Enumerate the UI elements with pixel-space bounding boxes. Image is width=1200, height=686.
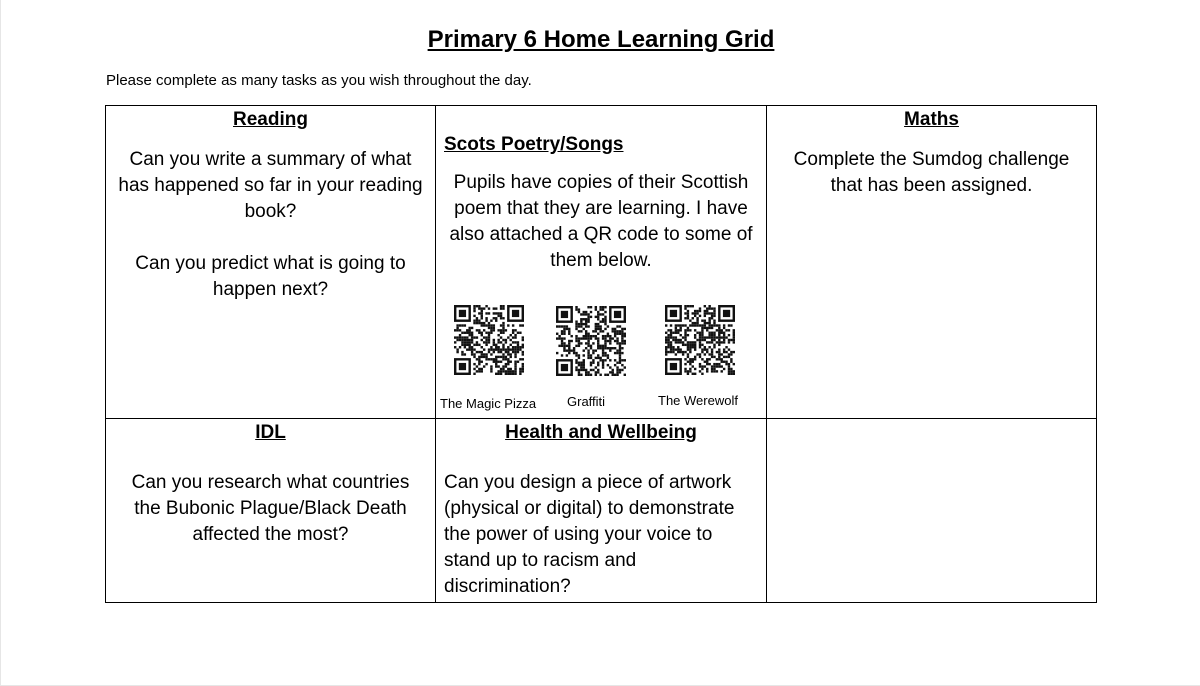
cell-empty: [767, 419, 1097, 603]
cell-reading: [106, 106, 436, 419]
reading-text: Can you write a summary of what has happened so far in your reading book? Can you predict what is going to happen next?: [118, 149, 423, 300]
reading-heading: Reading: [233, 109, 308, 130]
qr-label-werewolf: The Werewolf: [658, 393, 738, 408]
learning-grid: [105, 105, 1097, 603]
page-title: Primary 6 Home Learning Grid: [427, 26, 775, 53]
cell-scots-poetry: [436, 106, 767, 419]
cell-idl: [106, 419, 436, 603]
qr-code-icon[interactable]: [665, 304, 735, 376]
health-text: Can you design a piece of artwork (physical or digital) to demonstrate the power of using your voice to stand up to racism and discrimination?: [444, 472, 735, 597]
scots-heading: Scots Poetry/Songs: [444, 134, 624, 155]
cell-health-wellbeing: [436, 419, 767, 603]
maths-heading: Maths: [904, 109, 959, 130]
qr-code-icon[interactable]: [454, 304, 524, 376]
qr-code-icon[interactable]: [556, 305, 626, 377]
qr-label-magic-pizza: The Magic Pizza: [440, 396, 537, 411]
qr-code-row: [436, 302, 766, 412]
cell-maths: [767, 106, 1097, 419]
intro-text: Please complete as many tasks as you wish throughout the day.: [106, 72, 532, 89]
health-heading: Health and Wellbeing: [505, 422, 697, 443]
qr-label-graffiti: Graffiti: [567, 394, 606, 409]
idl-heading: IDL: [255, 422, 286, 443]
idl-text: Can you research what countries the Bubonic Plague/Black Death affected the most?: [131, 472, 410, 545]
maths-text: Complete the Sumdog challenge that has been assigned.: [793, 149, 1070, 196]
scots-text: Pupils have copies of their Scottish poem that they are learning. I have also attached a QR code to some of them below.: [449, 172, 753, 271]
